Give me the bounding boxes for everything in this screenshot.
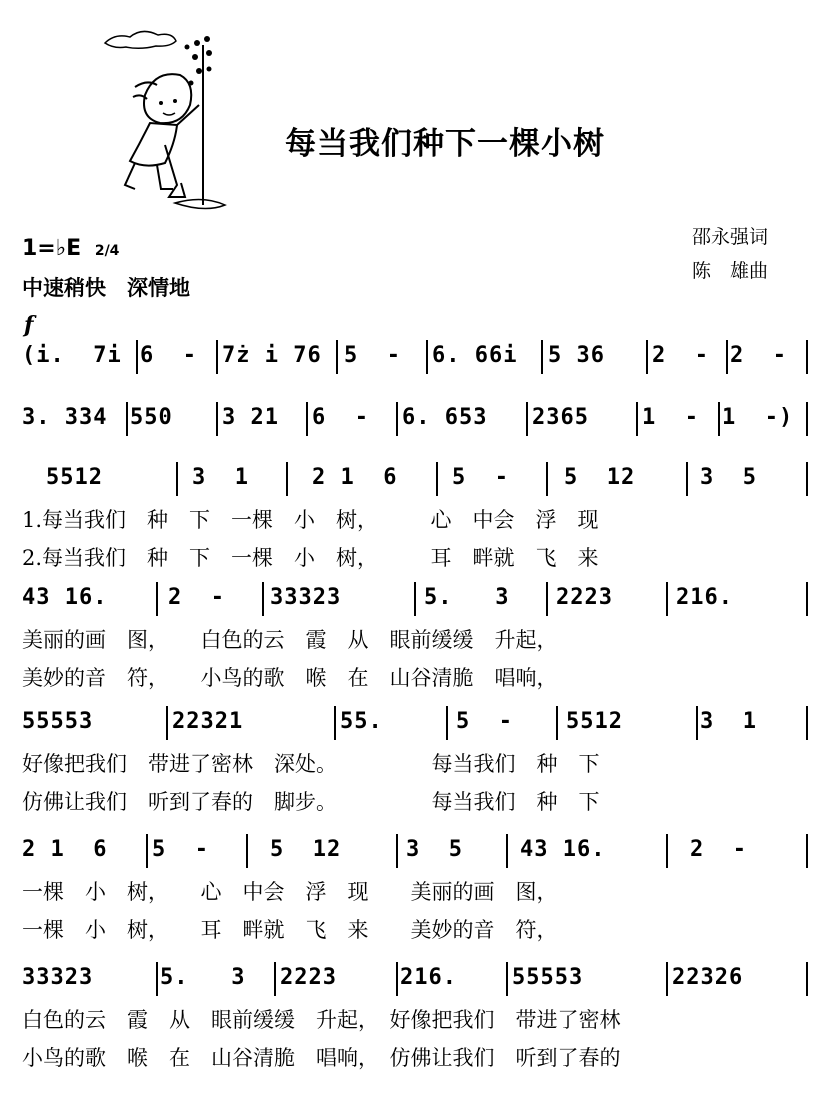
lyric-verse-2: 小鸟的歌 喉 在 山谷清脆 唱响， 仿佛让我们 听到了春的 [22, 1046, 621, 1070]
bar-line [806, 834, 808, 868]
dynamic-marking: f [24, 312, 34, 338]
composer-credit: 陈 雄曲 [692, 260, 769, 282]
bar-line [396, 834, 398, 868]
bar-line [636, 402, 638, 436]
measure: 3 5 [700, 465, 757, 490]
measure: 33323 [22, 965, 94, 990]
key-signature [22, 236, 119, 261]
measure: 1 - [642, 405, 699, 430]
measure: 5 36 [548, 343, 605, 368]
bar-line [306, 402, 308, 436]
measure: 55553 [512, 965, 584, 990]
measure: 2 - [652, 343, 709, 368]
measure: 5 - [152, 837, 209, 862]
measure: 3 5 [406, 837, 463, 862]
bar-line [646, 340, 648, 374]
bar-line [262, 582, 264, 616]
bar-line [396, 962, 398, 996]
measure: 5 12 [564, 465, 636, 490]
bar-line [336, 340, 338, 374]
measure: 7ż i 76 [222, 343, 322, 368]
bar-line [686, 462, 688, 496]
lyric-verse-1: 白色的云 霞 从 眼前缓缓 升起， 好像把我们 带进了密林 [22, 1008, 621, 1032]
bar-line [806, 462, 808, 496]
notation-line-2 [0, 398, 820, 438]
measure: 216. [676, 585, 733, 610]
bar-line [246, 834, 248, 868]
song-title: 每当我们种下一棵小树 [285, 126, 605, 162]
bar-line [126, 402, 128, 436]
notation-line-4 [0, 578, 820, 618]
bar-line [176, 462, 178, 496]
measure: 2 - [730, 343, 787, 368]
lyric-verse-2: 美妙的音 符， 小鸟的歌 喉 在 山谷清脆 唱响， [22, 666, 558, 690]
measure: 3 1 [192, 465, 249, 490]
lyricist-credit: 邵永强词 [692, 226, 769, 248]
bar-line [216, 340, 218, 374]
lyric-verse-2: 2.每当我们 种 下 一棵 小 树， 耳 畔就 飞 来 [22, 546, 599, 570]
bar-line [806, 402, 808, 436]
bar-line [414, 582, 416, 616]
measure: 2223 [556, 585, 613, 610]
notation-line-1 [0, 336, 820, 376]
bar-line [806, 706, 808, 740]
bar-line [666, 582, 668, 616]
bar-line [696, 706, 698, 740]
notation-line-5 [0, 702, 820, 742]
measure: 550 [130, 405, 173, 430]
bar-line [666, 834, 668, 868]
bar-line [718, 402, 720, 436]
bar-line [216, 402, 218, 436]
measure: 55. [340, 709, 383, 734]
notation-line-7 [0, 958, 820, 998]
bar-line [334, 706, 336, 740]
measure: 43 16. [22, 585, 108, 610]
bar-line [446, 706, 448, 740]
bar-line [436, 462, 438, 496]
measure: 5. 3 [424, 585, 510, 610]
bar-line [541, 340, 543, 374]
lyric-verse-2: 一棵 小 树， 耳 畔就 飞 来 美妙的音 符， [22, 918, 558, 942]
lyric-verse-1: 好像把我们 带进了密林 深处。 每当我们 种 下 [22, 752, 600, 776]
measure: 3 1 [700, 709, 757, 734]
bar-line [506, 962, 508, 996]
bar-line [546, 582, 548, 616]
measure: 22326 [672, 965, 744, 990]
measure: 22321 [172, 709, 244, 734]
time-signature: 2/4 [94, 243, 120, 259]
notation-line-3 [0, 458, 820, 498]
lyric-verse-1: 美丽的画 图， 白色的云 霞 从 眼前缓缓 升起， [22, 628, 558, 652]
measure: 6 - [140, 343, 197, 368]
bar-line [506, 834, 508, 868]
bar-line [166, 706, 168, 740]
measure: 5512 [566, 709, 623, 734]
bar-line [546, 462, 548, 496]
lyric-verse-1: 1.每当我们 种 下 一棵 小 树， 心 中会 浮 现 [22, 508, 599, 532]
measure: 33323 [270, 585, 342, 610]
lyric-verse-1: 一棵 小 树， 心 中会 浮 现 美丽的画 图， [22, 880, 558, 904]
measure: 3. 334 [22, 405, 108, 430]
bar-line [426, 340, 428, 374]
measure: 3 21 [222, 405, 279, 430]
bar-line [396, 402, 398, 436]
measure: 216. [400, 965, 457, 990]
bar-line [274, 962, 276, 996]
measure: 6. 66i [432, 343, 518, 368]
bar-line [136, 340, 138, 374]
bar-line [556, 706, 558, 740]
notation-line-6 [0, 830, 820, 870]
bar-line [156, 582, 158, 616]
measure: 1 -) [722, 405, 794, 430]
bar-line [806, 340, 808, 374]
measure: 43 16. [520, 837, 606, 862]
measure: 55553 [22, 709, 94, 734]
child-planting-tree-illustration [95, 25, 230, 215]
measure: 5 12 [270, 837, 342, 862]
measure: 5. 3 [160, 965, 246, 990]
key-label: 1=♭E [22, 236, 82, 261]
bar-line [146, 834, 148, 868]
measure: 5 - [456, 709, 513, 734]
bar-line [526, 402, 528, 436]
measure: (i. 7i [22, 343, 122, 368]
lyric-verse-2: 仿佛让我们 听到了春的 脚步。 每当我们 种 下 [22, 790, 600, 814]
measure: 5512 [46, 465, 103, 490]
measure: 2 - [690, 837, 747, 862]
bar-line [286, 462, 288, 496]
bar-line [666, 962, 668, 996]
bar-line [726, 340, 728, 374]
measure: 6 - [312, 405, 369, 430]
measure: 5 - [452, 465, 509, 490]
measure: 2 1 6 [312, 465, 398, 490]
tempo-marking: 中速稍快 深情地 [22, 276, 190, 300]
measure: 6. 653 [402, 405, 488, 430]
bar-line [156, 962, 158, 996]
bar-line [806, 582, 808, 616]
measure: 2365 [532, 405, 589, 430]
bar-line [806, 962, 808, 996]
measure: 2 - [168, 585, 225, 610]
measure: 2 1 6 [22, 837, 108, 862]
measure: 5 - [344, 343, 401, 368]
measure: 2223 [280, 965, 337, 990]
